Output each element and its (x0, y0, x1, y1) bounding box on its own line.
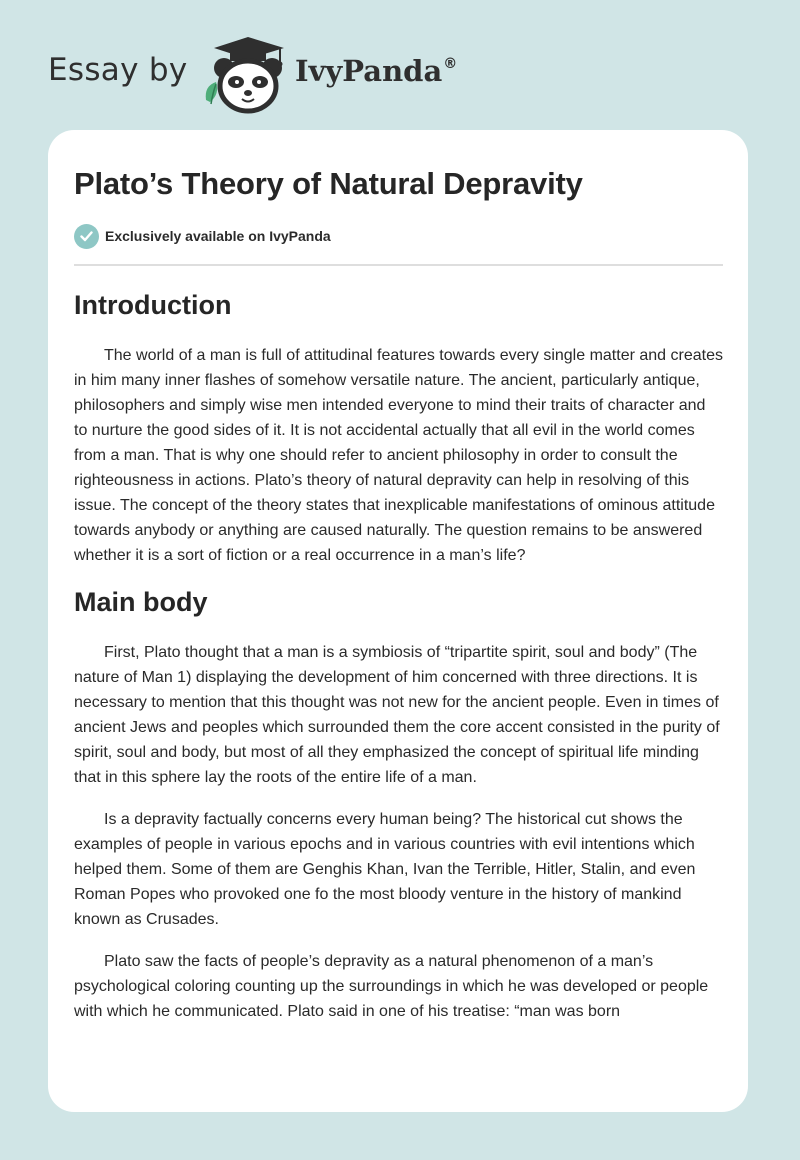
brand-prefix: Essay by (48, 52, 188, 88)
section-heading-main-body: Main body (74, 587, 208, 617)
exclusive-badge-label: Exclusively available on IvyPanda (105, 228, 331, 244)
brand-name: IvyPanda® (295, 54, 458, 88)
paragraph: First, Plato thought that a man is a symbiosis of “tripartite spirit, soul and body” (The nature of Man 1) displaying the development of him concerned with three directions. It is necessary to mention that this thought was not new for the ancient people. Even in times of ancient Jews and peoples which surrounded them the core accent consisted in the purity of spirit, soul and body, but most of all they emphasized the concept of spiritual life minding that in this sphere lay the roots of the entire life of a man. (74, 644, 720, 786)
paragraph: Is a depravity factually concerns every human being? The historical cut shows the examples of people in various epochs and in various countries with evil intentions which helped them. Some of them are Genghis Khan, Ivan the Terrible, Hitler, Stalin, and even Roman Popes who provoked one fo the most bloody venture in the history of mankind known as Crusades. (74, 811, 696, 928)
check-circle-icon (74, 224, 99, 249)
exclusive-badge (74, 223, 723, 249)
essay-card (48, 130, 748, 1112)
paragraph: Plato saw the facts of people’s depravity as a natural phenomenon of a man’s psychological coloring counting up the surroundings in which he was developed or people with which he communicated. Plato said in one of his treatise: “man was born (74, 953, 709, 1020)
panda-graduate-icon[interactable] (202, 34, 292, 114)
divider (74, 264, 723, 266)
brand-header (48, 28, 468, 118)
section-heading-introduction: Introduction (74, 290, 232, 320)
registered-mark: ® (443, 56, 458, 72)
essay-title: Plato’s Theory of Natural Depravity (74, 166, 583, 201)
paragraph: The world of a man is full of attitudinal features towards every single matter and creates in him many inner flashes of somehow versatile nature. The ancient, particularly antique, philosophers and simply wise men intended everyone to mind their traits of character and to nurture the good sides of it. It is not accidental actually that all evil in the world comes from a man. That is why one should refer to ancient philosophy in order to consult the righteousness in actions. Plato’s theory of natural depravity can help in resolving of this issue. The concept of the theory states that inexplicable manifestations of ominous attitude towards anybody or anything are caused naturally. The question remains to be answered whether it is a sort of fiction or a real occurrence in a man’s life? (74, 347, 723, 564)
